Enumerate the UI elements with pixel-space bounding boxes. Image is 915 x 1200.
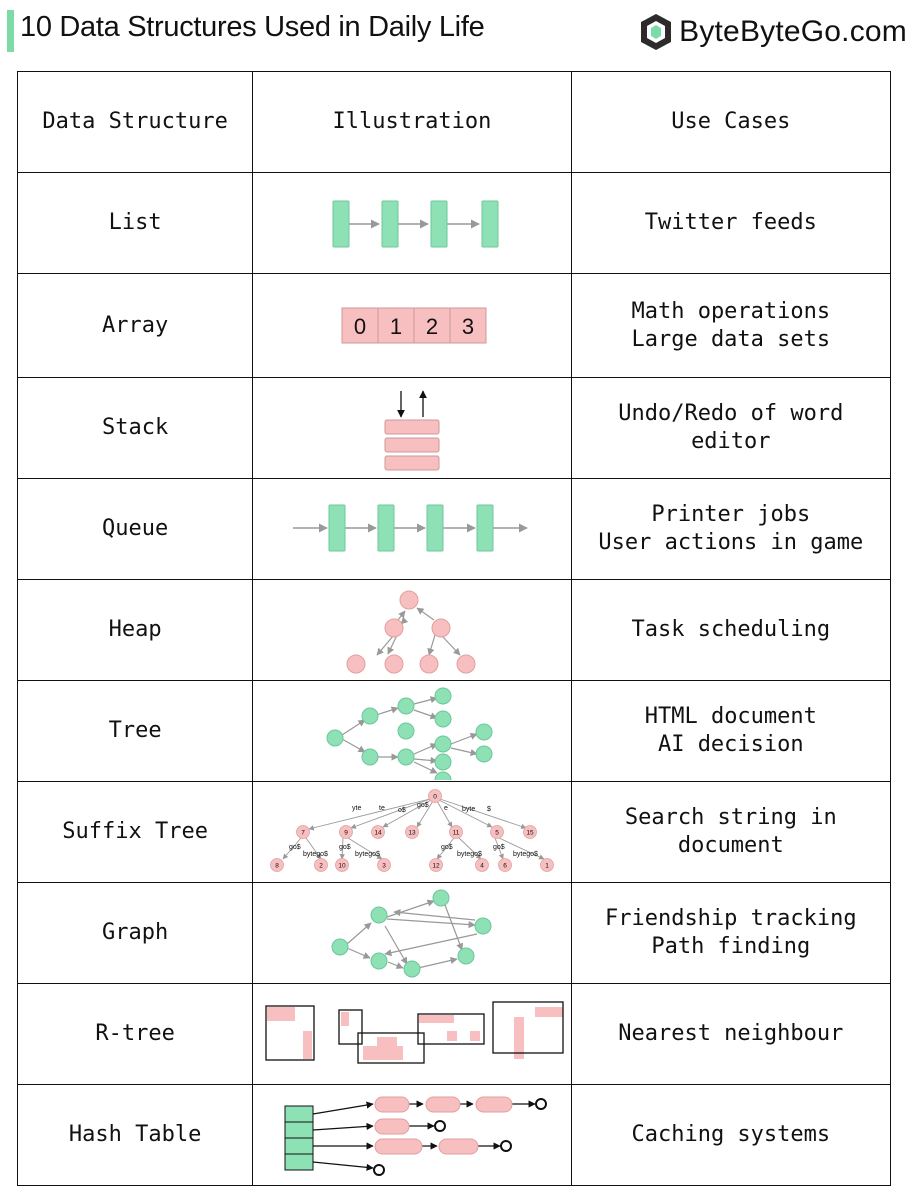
tree-node-label: 8 (275, 862, 280, 870)
array-cell: 2 (426, 313, 439, 339)
suffix-tree-diagram (257, 783, 575, 881)
edge-label: go$ (289, 844, 301, 851)
edge-label: go$ (417, 802, 429, 809)
illustration-heap (253, 580, 571, 681)
tree-node-label: 7 (301, 829, 306, 837)
table-row (18, 580, 891, 681)
tree-node-label: 4 (480, 862, 485, 870)
tree-diagram (257, 682, 575, 780)
illustration-hash-table (253, 1085, 571, 1186)
use-cases-suffix-tree (571, 782, 890, 883)
use-case: AI decision (657, 732, 804, 757)
edge-label: bytego$ (513, 851, 539, 858)
column-header-use-cases: Use Cases (571, 72, 890, 173)
graph-diagram (257, 884, 575, 982)
structure-name-array: Array (18, 274, 253, 378)
illustration-list (253, 173, 571, 274)
structure-name-tree: Tree (18, 681, 253, 782)
edge-label: bytego$ (355, 851, 381, 858)
use-cases-array (571, 274, 890, 378)
structure-name-suffix-tree: Suffix Tree (18, 782, 253, 883)
structure-name-queue: Queue (18, 479, 253, 580)
table-row (18, 479, 891, 580)
structure-name-stack: Stack (18, 378, 253, 479)
edge-label: e (444, 805, 449, 812)
null-terminator-icon (501, 1141, 511, 1151)
hash-table-diagram (257, 1086, 575, 1184)
illustration-r-tree (253, 984, 571, 1085)
edge-label: $ (487, 806, 492, 813)
tree-node-label: 2 (319, 862, 324, 870)
use-case: Search string in (624, 805, 837, 830)
illustration-tree (253, 681, 571, 782)
tree-node-label: 9 (344, 829, 349, 837)
array-cell: 0 (354, 313, 367, 339)
header (0, 0, 915, 62)
tree-node-label: 10 (338, 862, 346, 870)
header-row (18, 72, 891, 173)
tree-node-label: 12 (432, 862, 440, 870)
use-cases-graph (571, 883, 890, 984)
structure-name-heap: Heap (18, 580, 253, 681)
brand-name: ByteByteGo.com (679, 15, 907, 48)
use-cases-stack (571, 378, 890, 479)
tree-node-label: 1 (545, 862, 550, 870)
illustration-suffix-tree (253, 782, 571, 883)
array-cell: 1 (390, 313, 403, 339)
illustration-queue (253, 479, 571, 580)
table-row (18, 1085, 891, 1186)
edge-label: o$ (398, 807, 407, 814)
use-case: Large data sets (631, 326, 831, 352)
structure-name-graph: Graph (18, 883, 253, 984)
queue-diagram (257, 480, 575, 578)
use-case: Printer jobs (651, 502, 811, 527)
table-row (18, 782, 891, 883)
heap-diagram (257, 581, 575, 679)
tree-node-label: 5 (495, 829, 500, 837)
structure-name-r-tree: R-tree (18, 984, 253, 1085)
tree-node-label: 0 (433, 793, 438, 801)
use-cases-r-tree (571, 984, 890, 1085)
illustration-graph (253, 883, 571, 984)
null-terminator-icon (536, 1099, 546, 1109)
use-case: Nearest neighbour (618, 1021, 844, 1046)
edge-label: go$ (493, 844, 505, 851)
data-structures-table (17, 71, 891, 1186)
edge-label: go$ (441, 844, 453, 851)
use-case: User actions in game (598, 530, 864, 555)
edge-label: te (379, 805, 386, 812)
use-case: Caching systems (631, 1122, 831, 1147)
use-case: Friendship tracking (604, 906, 857, 931)
structure-name-list: List (18, 173, 253, 274)
use-case: HTML document (644, 704, 817, 729)
column-header-data-structure: Data Structure (18, 72, 253, 173)
use-cases-list (571, 173, 890, 274)
tree-node-label: 11 (452, 829, 460, 837)
tree-node-label: 6 (503, 862, 508, 870)
structure-name-hash-table: Hash Table (18, 1085, 253, 1186)
page-title: 10 Data Structures Used in Daily Life (20, 11, 485, 43)
tree-node-label: 14 (374, 829, 382, 837)
use-cases-hash-table (571, 1085, 890, 1186)
tree-node-label: 13 (408, 829, 416, 837)
edge-label: byte (462, 806, 476, 813)
table-row (18, 274, 891, 378)
table-row (18, 173, 891, 274)
bytebytego-logo-icon (639, 13, 673, 51)
edge-label: bytego$ (303, 851, 329, 858)
table-row (18, 681, 891, 782)
tree-node-label: 15 (526, 829, 534, 837)
tree-node-label: 3 (382, 862, 387, 870)
table-row (18, 984, 891, 1085)
use-case: Path finding (651, 934, 811, 959)
use-cases-heap (571, 580, 890, 681)
use-case: Math operations (631, 298, 831, 324)
null-terminator-icon (435, 1121, 445, 1131)
column-header-illustration: Illustration (253, 72, 571, 173)
use-case: Task scheduling (631, 617, 831, 642)
use-cases-tree (571, 681, 890, 782)
brand (639, 12, 907, 52)
stack-diagram (257, 379, 575, 477)
null-terminator-icon (374, 1165, 384, 1175)
table-row (18, 883, 891, 984)
use-case: document (677, 833, 784, 858)
edge-label: go$ (339, 844, 351, 851)
array-cell: 3 (462, 313, 475, 339)
edge-label: yte (352, 805, 362, 812)
r-tree-diagram (257, 985, 575, 1083)
table-row (18, 378, 891, 479)
use-case: Undo/Redo of word editor (618, 401, 844, 454)
title-accent-bar (7, 10, 14, 52)
list-diagram (257, 174, 575, 272)
illustration-array (253, 274, 571, 378)
illustration-stack (253, 378, 571, 479)
edge-label: bytego$ (457, 851, 483, 858)
array-diagram (257, 276, 575, 376)
use-cases-queue (571, 479, 890, 580)
use-case: Twitter feeds (644, 210, 817, 235)
